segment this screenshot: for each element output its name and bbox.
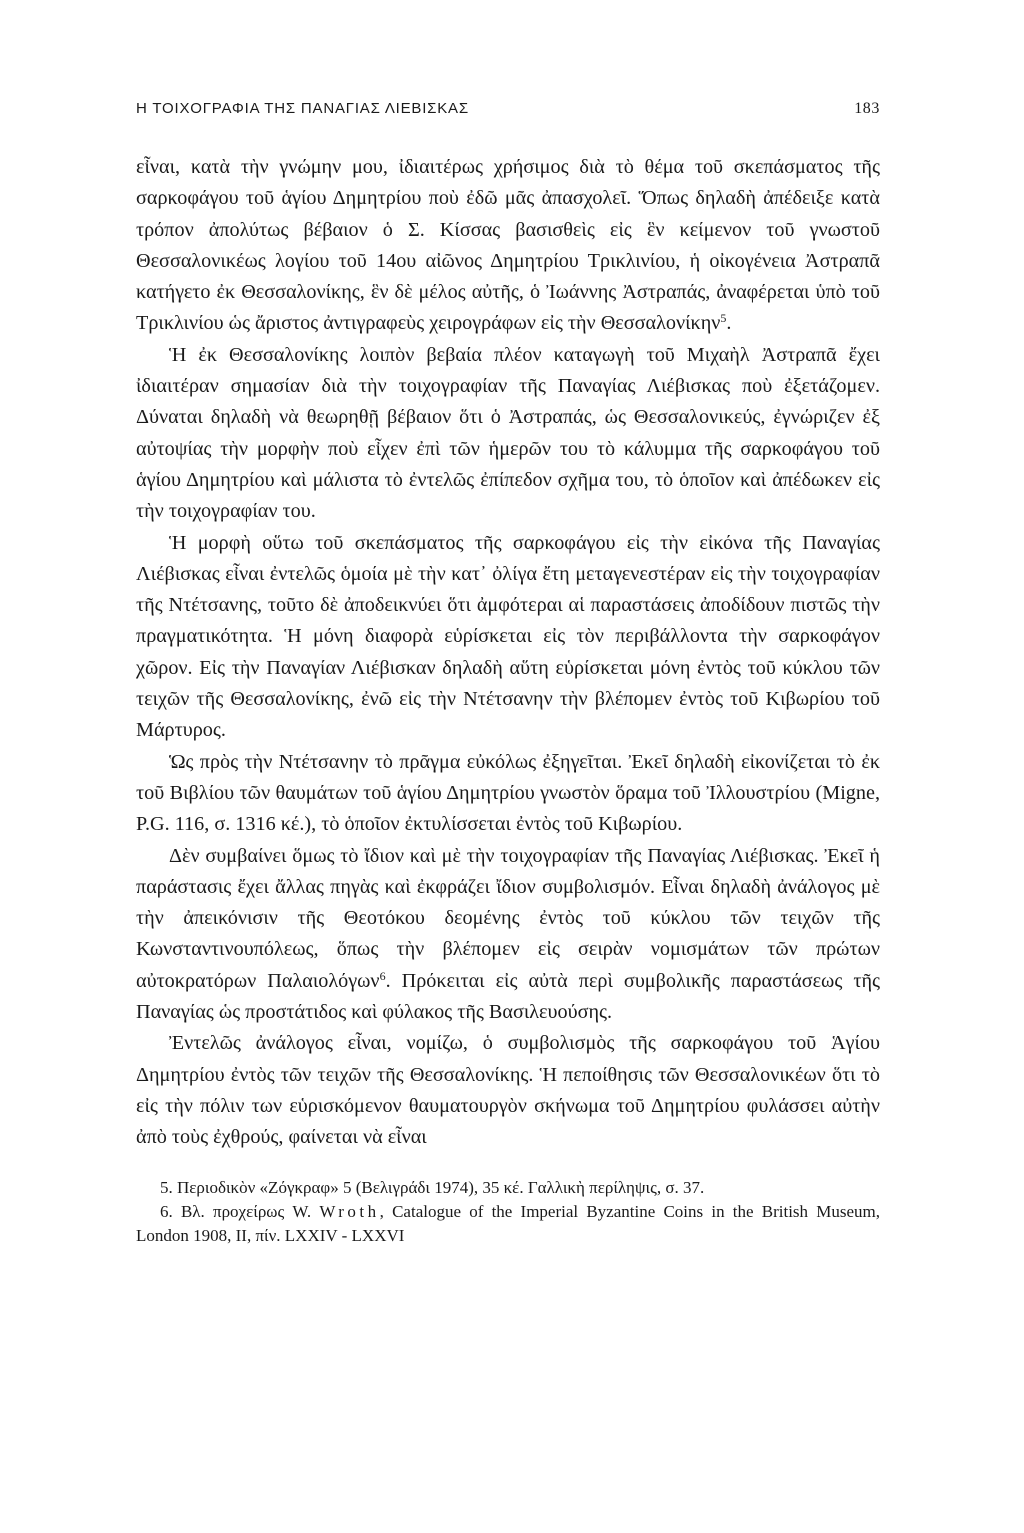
running-title: Η ΤΟΙΧΟΓΡΑΦΙΑ ΤΗΣ ΠΑΝΑΓΙΑΣ ΛΙΕΒΙΣΚΑΣ: [136, 100, 469, 117]
paragraph-text: .: [726, 312, 732, 335]
paragraph-5: [136, 841, 880, 1029]
paragraph-2: [136, 340, 880, 528]
footnote-text: , Catalogue of the Imperial Byzantine Coins in the British Museum, London 1908, II, πίν. LXXIV - LXXVI: [136, 1201, 880, 1245]
page: [136, 100, 880, 1248]
page-number: 183: [854, 100, 880, 117]
paragraph-text: . Πρόκειται εἰς αὐτὰ περὶ συμβολικῆς παραστάσεως τῆς Παναγίας ὡς προστάτιδος καὶ φύλακος τῆς Βασιλευούσης.: [136, 969, 880, 1024]
paragraph-6: [136, 1028, 880, 1153]
footnote-ref-6[interactable]: 6: [379, 968, 386, 983]
paragraph-text: Δὲν συμβαίνει ὅμως τὸ ἴδιον καὶ μὲ τὴν τοιχογραφίαν τῆς Παναγίας Λιέβισκας. Ἐκεῖ ἡ παράστασις ἔχει ἄλλας πηγὰς καὶ ἐκφράζει ἴδιον συμβολισμόν. Εἶναι δηλαδὴ ἀνάλογος μὲ τὴν ἀπεικόνισιν τῆς Θεοτόκου δεομένης ἐντὸς τοῦ κύκλου τῶν τειχῶν τῆς Κωνσταντινουπόλεως, ὅπως τὴν βλέπομεν εἰς σειρὰν νομισμάτων τῶν πρώτων αὐτοκρατόρων Παλαιολόγων: [136, 844, 880, 992]
paragraph-4: [136, 747, 880, 841]
author-name: Wroth: [319, 1201, 380, 1221]
paragraph-text: Ὡς πρὸς τὴν Ντέτσανην τὸ πρᾶγμα εὐκόλως ἐξηγεῖται. Ἐκεῖ δηλαδὴ εἰκονίζεται τὸ ἐκ τοῦ Βιβλίου τῶν θαυμάτων τοῦ ἁγίου Δημητρίου γνωστὸν ὅραμα τοῦ Ἰλλουστρίου (Migne, P.G. 116, σ. 1316 κέ.), τὸ ὁποῖον ἐκτυλίσσεται ἐντὸς τοῦ Κιβωρίου.: [136, 750, 880, 836]
paragraph-3: [136, 528, 880, 747]
paragraph-1: [136, 152, 880, 340]
paragraph-text: Ἡ μορφὴ οὕτω τοῦ σκεπάσματος τῆς σαρκοφάγου εἰς τὴν εἰκόνα τῆς Παναγίας Λιέβισκας εἶναι ἐντελῶς ὁμοία μὲ τὴν κατ᾽ ὀλίγα ἔτη μεταγενεστέραν εἰς τὴν τοιχογραφίαν τῆς Ντέτσανης, τοῦτο δὲ ἀποδεικνύει ὅτι ἀμφότεραι αἱ παραστάσεις ἀποδίδουν πιστῶς τὴν πραγματικότητα. Ἡ μόνη διαφορὰ εὑρίσκεται εἰς τὸν περιβάλλοντα τὴν σαρκοφάγον χῶρον. Εἰς τὴν Παναγίαν Λιέβισκαν δηλαδὴ αὕτη εὑρίσκεται μόνη ἐντὸς τοῦ κύκλου τῶν τειχῶν τῆς Θεσσαλονίκης, ἐνῶ εἰς τὴν Ντέτσανην τὴν βλέπομεν ἐντὸς τοῦ Κιβωρίου τοῦ Μάρτυρος.: [136, 531, 880, 742]
paragraph-text: Ἡ ἐκ Θεσσαλονίκης λοιπὸν βεβαία πλέον καταγωγὴ τοῦ Μιχαὴλ Ἀστραπᾶ ἔχει ἰδιαιτέραν σημασίαν διὰ τὴν τοιχογραφίαν τῆς Παναγίας Λιέβισκας ποὺ ἐξετάζομεν. Δύναται δηλαδὴ νὰ θεωρηθῇ βέβαιον ὅτι ὁ Ἀστραπάς, ὡς Θεσσαλονικεύς, ἐγνώριζεν ἐξ αὐτοψίας τὴν μορφὴν ποὺ εἶχεν ἐπὶ τῶν ἡμερῶν του τὸ κάλυμμα τῆς σαρκοφάγου τοῦ ἁγίου Δημητρίου καὶ μάλιστα τὸ ἐντελῶς ἐπίπεδον σχῆμα του, τὸ ὁποῖον καὶ ἀπέδωκεν εἰς τὴν τοιχογραφίαν του.: [136, 343, 880, 523]
footnote-text: 5. Περιοδικὸν «Ζόγκραφ» 5 (Βελιγράδι 1974), 35 κέ. Γαλλικὴ περίληψις, σ. 37.: [160, 1177, 705, 1197]
footnote-text: 6. Βλ. προχείρως W.: [160, 1201, 320, 1221]
body-text: [136, 152, 880, 1154]
footnote-ref-5[interactable]: 5: [720, 311, 727, 326]
footnotes: [136, 1176, 880, 1248]
running-head: [136, 100, 880, 118]
paragraph-text: Ἐντελῶς ἀνάλογος εἶναι, νομίζω, ὁ συμβολισμὸς τῆς σαρκοφάγου τοῦ Ἁγίου Δημητρίου ἐντὸς τῶν τειχῶν τῆς Θεσσαλονίκης. Ἡ πεποίθησις τῶν Θεσσαλονικέων ὅτι τὸ εἰς τὴν πόλιν των εὑρισκόμενον θαυματουργὸν σκήνωμα τοῦ Δημητρίου φυλάσσει αὐτὴν ἀπὸ τοὺς ἐχθρούς, φαίνεται νὰ εἶναι: [136, 1032, 880, 1149]
paragraph-text: εἶναι, κατὰ τὴν γνώμην μου, ἰδιαιτέρως χρήσιμος διὰ τὸ θέμα τοῦ σκεπάσματος τῆς σαρκοφάγου τοῦ ἁγίου Δημητρίου ποὺ ἐδῶ μᾶς ἀπασχολεῖ. Ὅπως δηλαδὴ ἀπέδειξε κατὰ τρόπον ἀπολύτως βέβαιον ὁ Σ. Κίσσας βασισθεὶς εἰς ἓν κείμενον τοῦ γνωστοῦ Θεσσαλονικέως λογίου τοῦ 14ου αἰῶνος Δημητρίου Τρικλινίου, ἡ οἰκογένεια Ἀστραπᾶ κατήγετο ἐκ Θεσσαλονίκης, ἓν δὲ μέλος αὐτῆς, ὁ Ἰωάννης Ἀστραπάς, ἀναφέρεται ὑπὸ τοῦ Τρικλινίου ὡς ἄριστος ἀντιγραφεὺς χειρογράφων εἰς τὴν Θεσσαλονίκην: [136, 156, 880, 335]
footnote-6: [136, 1200, 880, 1248]
footnote-5: [136, 1176, 880, 1200]
